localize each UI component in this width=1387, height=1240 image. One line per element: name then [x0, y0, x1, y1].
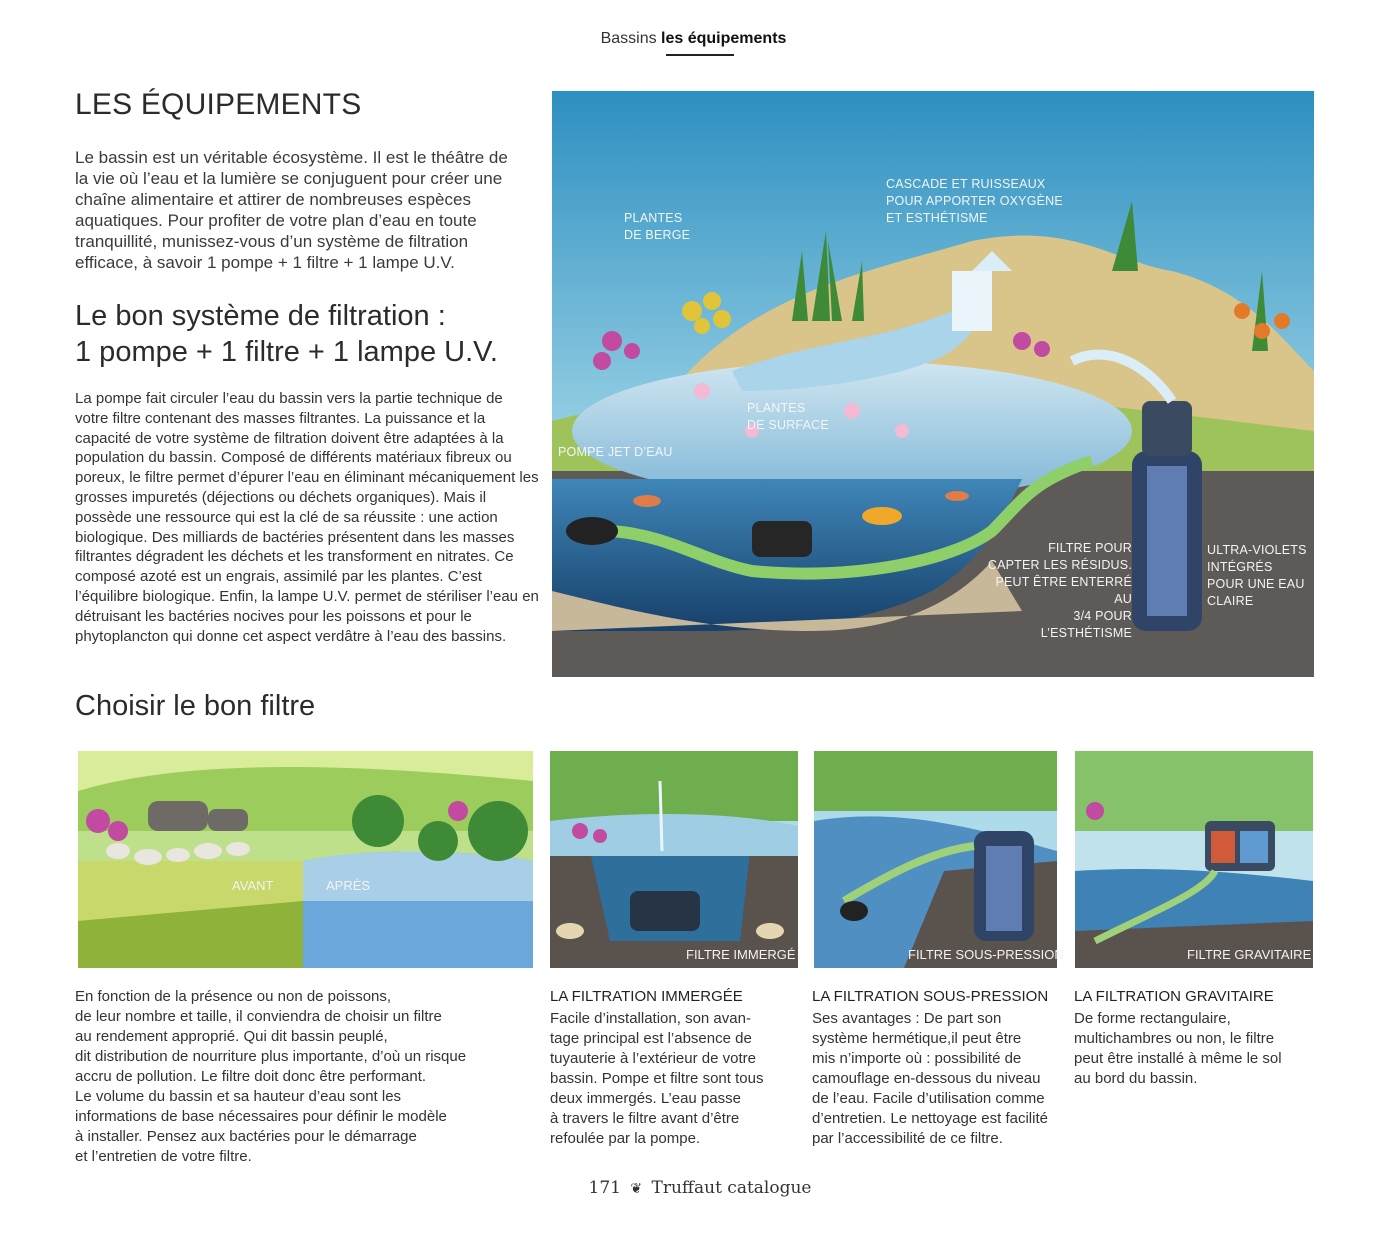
label-uv-l3: POUR UNE EAU: [1207, 577, 1305, 591]
filter-title-sous-pression: LA FILTRATION SOUS-PRESSION: [812, 988, 1049, 1005]
illustration-filtre-immerge: [550, 751, 798, 968]
label-plantes-surface-l1: PLANTES: [747, 401, 806, 415]
filter-text-sous-pression: Ses avantages : De part son système hermétique,il peut être mis n’importe où : possibilité de camouflage en-dessous du niveau de l’eau. Facile d’utilisation comme d’entretien. Le nettoyage est facilité par l’accessibilité de ce filtre.: [812, 1010, 1048, 1147]
footer-brand: Truffaut catalogue: [651, 1178, 812, 1198]
filter-title-gravitaire: LA FILTRATION GRAVITAIRE: [1074, 988, 1274, 1005]
header-current: les équipements: [661, 30, 787, 47]
illustration-filtre-sous-pression: [814, 751, 1057, 968]
label-filtre-l2: CAPTER LES RÉSIDUS.: [987, 558, 1132, 572]
caption-filtre-sous-pression: FILTRE SOUS-PRESSION: [908, 947, 1064, 962]
label-uv-l4: CLAIRE: [1207, 594, 1254, 608]
page-title: LES ÉQUIPEMENTS: [75, 88, 362, 121]
caption-filtre-immerge: FILTRE IMMERGÉ: [686, 947, 796, 962]
filter-col-sous-pression: [812, 987, 1062, 1149]
label-uv: [1207, 542, 1307, 610]
label-plantes-berge: [624, 210, 690, 244]
label-uv-l1: ULTRA-VIOLETS: [1207, 543, 1307, 557]
filter-text-gravitaire: De forme rectangulaire, multichambres ou non, le filtre peut être installé à même le sol au bord du bassin.: [1074, 1010, 1282, 1087]
running-header: [0, 30, 1387, 48]
label-apres: APRÈS: [326, 878, 371, 893]
label-plantes-berge-l1: PLANTES: [624, 211, 683, 225]
label-pompe: POMPE JET D’EAU: [558, 445, 673, 459]
label-cascade-l2: POUR APPORTER OXYGÈNE: [886, 194, 1063, 208]
intro-paragraph: Le bassin est un véritable écosystème. Il est le théâtre de la vie où l’eau et la lumière se conjuguent pour créer une chaîne alimentaire et attirer de nombreuses espèces aquatiques. Pour profiter de votre plan d’eau en toute tranquillité, munissez-vous d’un système de filtration efficace, à savoir 1 pompe + 1 filtre + 1 lampe U.V.: [75, 148, 508, 272]
caption-filtre-gravitaire: FILTRE GRAVITAIRE: [1187, 947, 1312, 962]
label-plantes-surface-l2: DE SURFACE: [747, 418, 829, 432]
page-footer: [0, 1178, 1387, 1198]
label-cascade-l3: ET ESTHÉTISME: [886, 211, 988, 225]
label-filtre-l3: PEUT ÊTRE ENTERRÉ AU: [995, 575, 1132, 606]
illustration-filtre-gravitaire: [1075, 751, 1313, 968]
label-filtre-l4: 3/4 POUR L’ESTHÉTISME: [1040, 609, 1132, 640]
filter-text-immerge: Facile d’installation, son avan- tage principal est l’absence de tuyauterie à l’extérieur de votre bassin. Pompe et filtre sont tous deux immergés. L’eau passe à travers le filtre avant d’être refoulée par la pompe.: [550, 1010, 764, 1147]
label-filtre: [980, 540, 1132, 642]
leaf-icon: ❦: [630, 1181, 643, 1197]
label-cascade-l1: CASCADE ET RUISSEAUX: [886, 177, 1046, 191]
label-cascade: [886, 176, 1063, 227]
choose-filter-heading: Choisir le bon filtre: [75, 690, 316, 722]
filter-title-immerge: LA FILTRATION IMMERGÉE: [550, 988, 743, 1005]
label-avant: AVANT: [232, 878, 274, 893]
before-after-illustration: [78, 751, 533, 968]
filtration-heading-line1: Le bon système de filtration :: [75, 300, 446, 332]
filtration-heading: [75, 298, 545, 370]
filter-col-gravitaire: [1074, 987, 1324, 1089]
label-uv-l2: INTÉGRÉS: [1207, 560, 1273, 574]
label-filtre-l1: FILTRE POUR: [1048, 541, 1132, 555]
choose-intro: En fonction de la présence ou non de poissons, de leur nombre et taille, il conviendra de choisir un filtre au rendement approprié. Qui dit bassin peuplé, dit distribution de nourriture plus importante, d’où un risque accru de pollution. Le filtre doit donc être performant. Le volume du bassin et sa hauteur d’eau sont les informations de base nécessaires pour définir le modèle à installer. Pensez aux bactéries pour le démarrage et l’entretien de votre filtre.: [75, 988, 467, 1165]
header-section: Bassins: [600, 30, 657, 47]
page-number: 171: [588, 1178, 621, 1198]
header-underline: [666, 54, 734, 56]
filtration-body: La pompe fait circuler l’eau du bassin vers la partie technique de votre filtre contenant des masses filtrantes. La puissance et la capacité de votre système de filtration doivent être adaptées à la population du bassin. Composé de différents matériaux fibreux ou poreux, le filtre permet d’épurer l’eau en éliminant mécaniquement les grosses impuretés (déjections ou déchets organiques). Mais il possède une ressource qui est la clé de sa réussite : une action biologique. Des milliards de bactéries présentent dans les masses filtrantes dégradent les déchets et les transforment en nitrates. Ce composé azoté est un engrais, assimilé par les plantes. C’est l’équilibre biologique. Enfin, la lampe U.V. permet de stériliser l’eau en détruisant les bactéries nocives pour les poissons et pour le phytoplancton qui donne cet aspect verdâtre à l’eau des bassins.: [75, 390, 539, 645]
filtration-heading-line2: 1 pompe + 1 filtre + 1 lampe U.V.: [75, 336, 498, 368]
filter-col-immerge: [550, 987, 800, 1149]
label-plantes-berge-l2: DE BERGE: [624, 228, 691, 242]
label-plantes-surface: [747, 400, 829, 434]
